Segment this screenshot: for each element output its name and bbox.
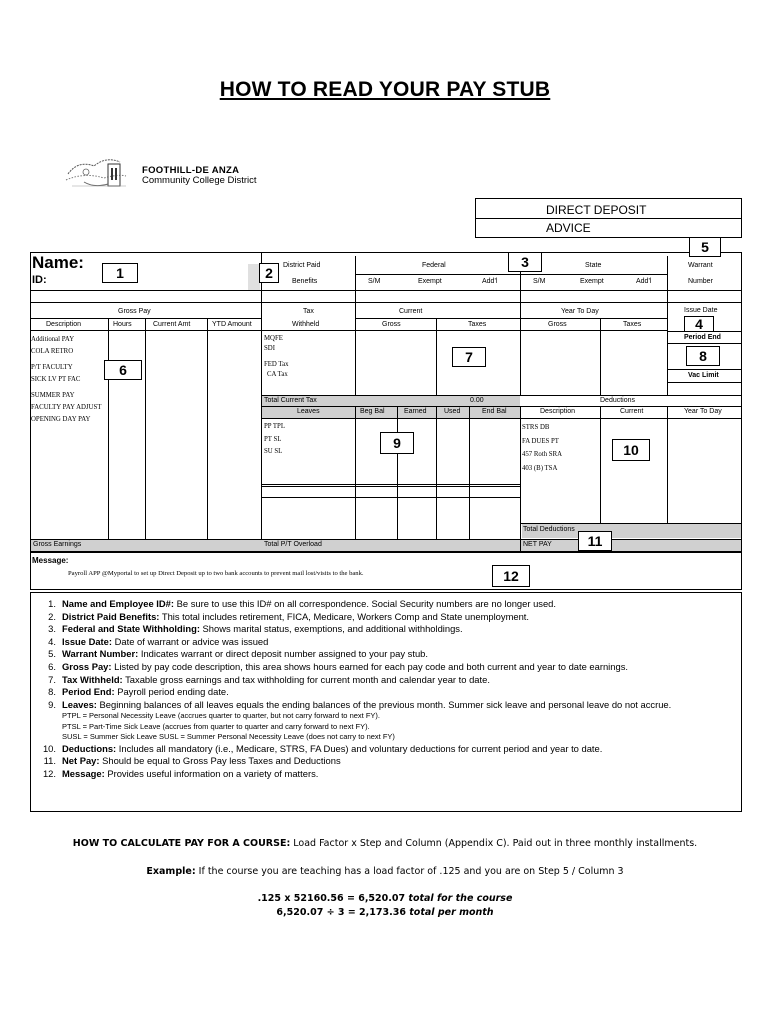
issue-date-label: Issue Date <box>684 307 718 314</box>
callout-1: 1 <box>102 263 138 283</box>
state-sm-label: S/M <box>533 278 546 285</box>
legend-item: 7. Tax Withheld: Taxable gross earnings and tax withholding for current month and calendar year to date. <box>48 673 490 685</box>
tax-label: Tax <box>303 308 314 315</box>
ytd-amount-header: YTD Amount <box>212 321 252 328</box>
beg-bal-header: Beg Bal <box>360 408 385 415</box>
callout-6: 6 <box>104 360 142 380</box>
net-pay-label: NET PAY <box>523 541 552 548</box>
gross-earnings-label: Gross Earnings <box>33 541 82 548</box>
used-header: Used <box>444 408 461 415</box>
leave-note: PTPL = Personal Necessity Leave (accrues quarter to quarter, but not carry forward to next FY). <box>62 711 380 721</box>
deduction-item: FA DUES PT <box>522 437 559 445</box>
legend-item: 12. Message: Provides useful information on a variety of matters. <box>42 767 319 779</box>
legend-item: 10. Deductions: Includes all mandatory (i.e., Medicare, STRS, FA Dues) and voluntary deductions for current period and year to date. <box>42 742 603 754</box>
number-label: Number <box>688 278 713 285</box>
state-label: State <box>585 262 602 269</box>
legend-item: 2. District Paid Benefits: This total includes retirement, FICA, Medicare, Workers Comp and State unemployment. <box>48 610 530 622</box>
pay-items-list <box>31 334 109 426</box>
callout-11: 11 <box>578 531 612 551</box>
leave-note: SUSL = Summer Sick Leave SUSL = Summer Personal Necessity Leave (does not carry to next FY) <box>62 732 395 742</box>
callout-9: 9 <box>380 432 414 454</box>
callout-10: 10 <box>612 439 650 461</box>
leave-note: PTSL = Part-Time Sick Leave (accrues from quarter to quarter and carry forward to next FY). <box>62 721 370 731</box>
deduction-item: 457 Roth SRA <box>522 451 563 458</box>
end-bal-header: End Bal <box>482 408 507 415</box>
legend-item: 4. Issue Date: Date of warrant or advice was issued <box>48 635 269 647</box>
legend-item: 5. Warrant Number: Indicates warrant or direct deposit number assigned to your pay stub. <box>48 648 428 660</box>
leave-item: PP TPL <box>264 423 285 430</box>
message-text: Payroll APP @Myportal to set up Direct Deposit up to two bank accounts to prevent mail lost/visits to the bank. <box>68 570 364 577</box>
benefits-label: Benefits <box>292 278 318 285</box>
deductions-label: Deductions <box>600 397 636 404</box>
current-gross-header: Gross <box>382 321 401 328</box>
callout-3: 3 <box>508 252 542 272</box>
ded-ytd-header: Year To Day <box>684 408 722 415</box>
state-addl-label: Add'l <box>636 278 652 285</box>
warrant-label: Warrant <box>688 262 713 269</box>
tax-item: FED Tax <box>264 361 289 368</box>
current-amt-header: Current Amt <box>153 321 191 328</box>
calc-example: Example: If the course you are teaching has a load factor of .125 and you are on Step 5 / Column 3 <box>146 866 624 877</box>
federal-exempt-label: Exempt <box>418 278 442 285</box>
legend-item: 8. Period End: Payroll period ending date. <box>48 686 229 698</box>
legend-item: 3. Federal and State Withholding: Shows marital status, exemptions, and additional withholdings. <box>48 623 463 635</box>
callout-7: 7 <box>452 347 486 367</box>
ded-description-header: Description <box>540 408 576 415</box>
total-current-tax-label: Total Current Tax <box>264 397 317 404</box>
pay-item: OPENING DAY PAY <box>31 416 91 423</box>
withheld-label: Withheld <box>292 321 320 328</box>
page-title: HOW TO READ YOUR PAY STUB <box>219 78 551 101</box>
callout-5: 5 <box>689 237 721 257</box>
year-to-day-label: Year To Day <box>561 308 599 315</box>
total-current-tax-value: 0.00 <box>470 397 484 404</box>
current-taxes-header: Taxes <box>468 321 487 328</box>
state-exempt-label: Exempt <box>580 278 604 285</box>
leaves-label: Leaves <box>297 408 320 415</box>
callout-2: 2 <box>259 263 279 283</box>
deduction-item: STRS DB <box>522 424 550 431</box>
deduction-item: 403 (B) TSA <box>522 464 558 472</box>
callout-12: 12 <box>492 565 530 587</box>
legend-item: 9. Leaves: Beginning balances of all leaves equals the ending balances of the previous month. Summer sick leave and personal leave do not accrue. <box>48 698 672 710</box>
message-label: Message: <box>32 556 69 565</box>
advice-line-1: DIRECT DEPOSIT <box>546 203 647 217</box>
federal-sm-label: S/M <box>368 278 381 285</box>
tax-item: SDI <box>264 345 275 352</box>
ytd-taxes-header: Taxes <box>623 321 642 328</box>
federal-label: Federal <box>422 262 446 269</box>
id-label: ID: <box>32 274 47 286</box>
logo-line-2: Community College District <box>142 175 257 186</box>
pay-item: COLA RETRO <box>31 348 74 355</box>
pay-item: SICK LV PT FAC <box>31 376 81 383</box>
advice-line-2: ADVICE <box>546 221 591 235</box>
description-header: Description <box>46 321 82 328</box>
pay-item: SUMMER PAY <box>31 392 75 399</box>
leave-item: SU SL <box>264 448 283 455</box>
calc-equation-1: .125 x 52160.56 = 6,520.07 total for the course <box>257 893 513 904</box>
current-label: Current <box>399 308 423 315</box>
pay-item: FACULTY PAY ADJUST <box>31 404 102 411</box>
vac-limit-label: Vac Limit <box>688 372 719 379</box>
district-logo <box>64 152 274 194</box>
leave-items-list <box>264 421 354 459</box>
callout-8: 8 <box>686 346 720 366</box>
logo-line-1: FOOTHILL-DE ANZA <box>142 165 240 176</box>
pay-item: P/T FACULTY <box>31 364 73 371</box>
leave-item: PT SL <box>264 435 282 443</box>
ytd-gross-header: Gross <box>548 321 567 328</box>
legend-item: 1. Name and Employee ID#: Be sure to use this ID# on all correspondence. Social Security numbers are no longer used. <box>48 598 556 609</box>
total-deductions-label: Total Deductions <box>523 526 575 533</box>
legend-item: 11. Net Pay: Should be equal to Gross Pay less Taxes and Deductions <box>43 755 341 767</box>
hours-header: Hours <box>113 321 132 328</box>
tax-items-list <box>264 334 354 380</box>
name-label: Name: <box>32 253 84 272</box>
ded-current-header: Current <box>620 408 644 415</box>
legend-item: 6. Gross Pay: Listed by pay code description, this area shows hours earned for each pay code and both current and year to date earnings. <box>48 660 628 672</box>
total-pt-overload-label: Total P/T Overload <box>264 541 322 548</box>
callout-4: 4 <box>684 316 714 332</box>
tax-item: MQFE <box>264 335 283 342</box>
direct-deposit-advice-box <box>475 198 742 238</box>
calc-instructions: HOW TO CALCULATE PAY FOR A COURSE: Load Factor x Step and Column (Appendix C). Paid out in three monthly installments. <box>72 838 698 849</box>
district-paid-label: District Paid <box>283 262 321 269</box>
calc-equation-2: 6,520.07 ÷ 3 = 2,173.36 total per month <box>276 907 494 918</box>
pay-item: Additional PAY <box>31 336 75 343</box>
deduction-items-list <box>522 421 600 475</box>
legend-list <box>32 598 742 780</box>
earned-header: Earned <box>404 408 427 415</box>
period-end-label: Period End <box>684 334 721 341</box>
tax-item: CA Tax <box>267 371 288 378</box>
seal-icon <box>64 152 136 194</box>
gross-pay-label: Gross Pay <box>118 308 151 315</box>
federal-addl-label: Add'l <box>482 278 498 285</box>
